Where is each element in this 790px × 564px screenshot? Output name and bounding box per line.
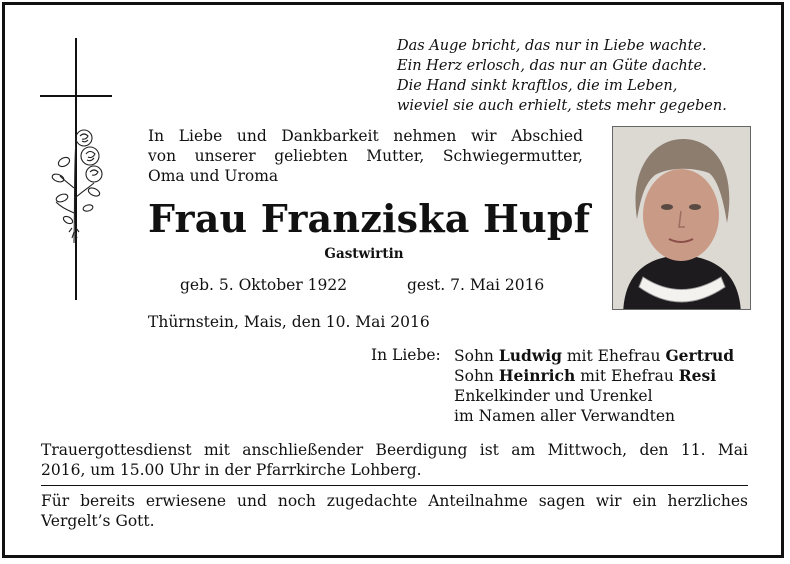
service-line: Trauergottesdienst mit anschließender Beerdigung ist am Mittwoch, den 11. Mai xyxy=(41,441,748,459)
thanks-text xyxy=(41,491,748,531)
deceased-name: Frau Franziska Hupf xyxy=(148,196,591,241)
poem-line: wieviel sie auch erhielt, stets mehr gegeben. xyxy=(397,98,727,114)
intro-text xyxy=(148,126,583,186)
mourners-label: In Liebe: xyxy=(371,346,441,364)
mourner-name: Ludwig xyxy=(498,346,562,365)
poem-line: Ein Herz erlosch, das nur an Güte dachte. xyxy=(397,58,707,74)
thanks-line: Für bereits erwiesene und noch zugedachte Anteilnahme sagen wir ein herzliches xyxy=(41,492,748,510)
service-line: 2016, um 15.00 Uhr in der Pfarrkirche Lohberg. xyxy=(41,461,422,479)
poem-line: Die Hand sinkt kraftlos, die im Leben, xyxy=(397,78,678,94)
mourners-list xyxy=(454,346,734,426)
mourner-partner: Gertrud xyxy=(665,346,735,365)
place-and-date: Thürnstein, Mais, den 10. Mai 2016 xyxy=(148,313,430,331)
poem xyxy=(397,36,757,116)
poem-line: Das Auge bricht, das nur in Liebe wachte. xyxy=(397,38,707,54)
mourner-row xyxy=(454,366,734,386)
mourner-name: Heinrich xyxy=(498,366,576,385)
funeral-service-text xyxy=(41,440,748,480)
mourner-row xyxy=(454,346,734,366)
mourner-relation: mit Ehefrau xyxy=(561,347,666,365)
thanks-line: Vergelt’s Gott. xyxy=(41,512,155,530)
divider xyxy=(41,485,748,486)
mourner-relation: mit Ehefrau xyxy=(575,367,679,385)
portrait-photo xyxy=(612,126,751,310)
intro-line: In Liebe und Dankbarkeit nehmen wir Abschied xyxy=(148,127,583,145)
birth-date: geb. 5. Oktober 1922 xyxy=(180,276,348,294)
death-date: gest. 7. Mai 2016 xyxy=(407,276,545,294)
intro-line: Oma und Uroma xyxy=(148,167,279,185)
mourner-partner: Resi xyxy=(678,366,717,385)
deceased-occupation: Gastwirtin xyxy=(324,246,404,262)
rose-branch-icon xyxy=(50,128,108,246)
mourner-prefix: Sohn xyxy=(454,367,499,385)
cross-bar xyxy=(40,95,112,97)
mourner-row: Enkelkinder und Urenkel xyxy=(454,387,653,405)
mourner-prefix: Sohn xyxy=(454,347,499,365)
intro-line: von unserer geliebten Mutter, Schwiegermutter, xyxy=(148,147,583,165)
mourner-row: im Namen aller Verwandten xyxy=(454,407,675,425)
